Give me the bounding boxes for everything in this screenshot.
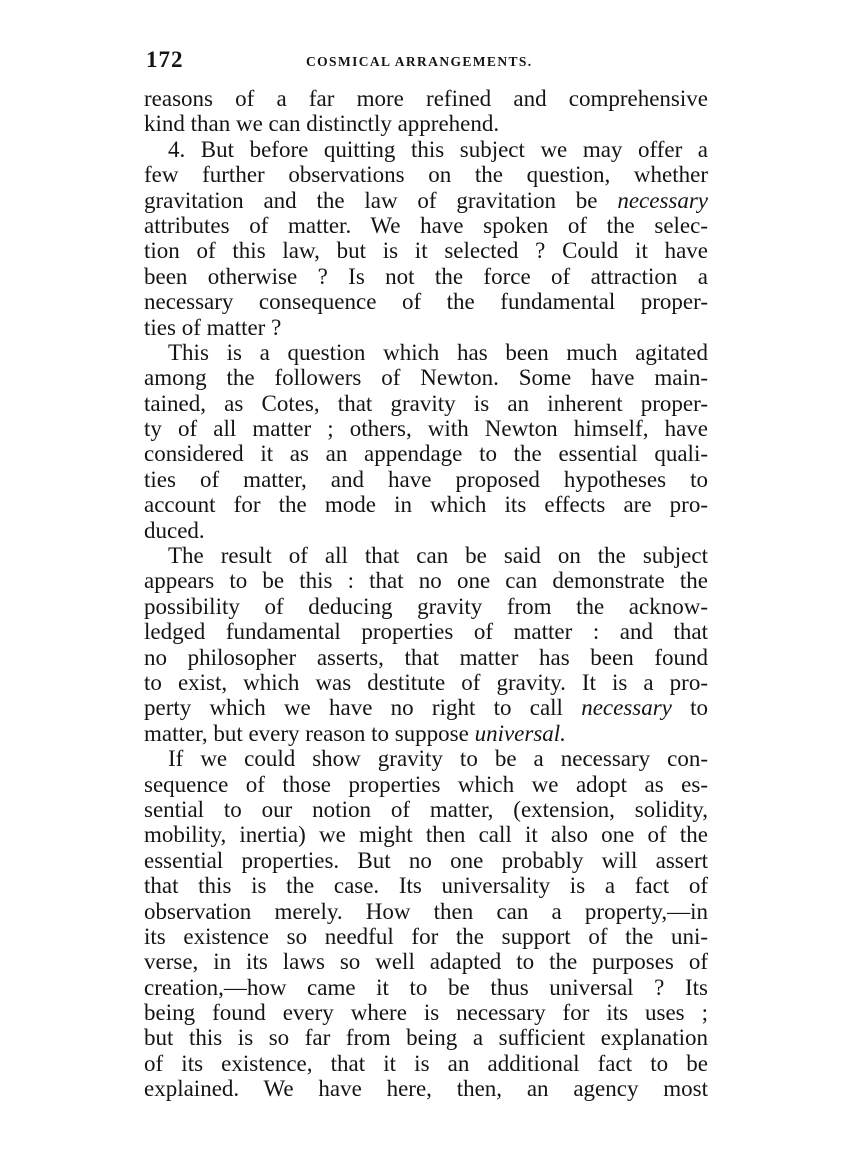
- text-line: [144, 975, 708, 1000]
- line-text: tion of this law, but is it selected ? Could it have: [144, 238, 708, 264]
- text-line: [144, 213, 708, 238]
- text-line: [144, 1025, 708, 1050]
- text-line: [144, 543, 708, 568]
- text-line: [144, 315, 708, 340]
- line-text: to: [671, 695, 709, 721]
- text-line: [144, 619, 708, 644]
- text-line: [144, 1051, 708, 1076]
- text-line: [144, 594, 708, 619]
- emphasized-word: universal.: [474, 720, 566, 746]
- text-line: [144, 340, 708, 365]
- text-line: [144, 873, 708, 898]
- text-line: [144, 289, 708, 314]
- text-line: [144, 467, 708, 492]
- line-text: appears to be this : that no one can demonstrate the: [144, 568, 708, 594]
- text-line: [144, 1076, 708, 1101]
- line-text: gravitation and the law of gravitation be: [144, 187, 618, 213]
- line-text: reasons of a far more refined and comprehensive: [144, 86, 708, 111]
- line-text: The result of all that can be said on the subject: [168, 543, 708, 569]
- line-text: been otherwise ? Is not the force of attraction a: [144, 263, 708, 289]
- line-text: account for the mode in which its effects are pro-: [144, 492, 708, 518]
- text-line: [144, 772, 708, 797]
- text-line: [144, 391, 708, 416]
- line-text: its existence so needful for the support of the uni-: [144, 923, 708, 949]
- text-line: [144, 899, 708, 924]
- text-line: [144, 111, 708, 136]
- line-text: duced.: [144, 517, 205, 543]
- line-text: but this is so far from being a sufficient explanation: [144, 1025, 708, 1051]
- text-line: [144, 949, 708, 974]
- line-text: few further observations on the question, whether: [144, 162, 708, 188]
- line-text: among the followers of Newton. Some have main-: [144, 365, 708, 391]
- line-text: kind than we can distinctly apprehend.: [144, 111, 500, 137]
- text-line: [144, 492, 708, 517]
- page-number: 172: [146, 47, 184, 72]
- text-line: [144, 86, 708, 111]
- line-text: mobility, inertia) we might then call it also one of the: [144, 822, 708, 848]
- line-text: ties of matter ?: [144, 314, 282, 340]
- text-line: [144, 924, 708, 949]
- line-text: attributes of matter. We have spoken of the selec-: [144, 212, 708, 238]
- line-text: perty which we have no right to call: [144, 695, 582, 721]
- text-line: [144, 264, 708, 289]
- line-text: ledged fundamental properties of matter : and that: [144, 619, 708, 645]
- text-line: [144, 848, 708, 873]
- text-line: [144, 162, 708, 187]
- line-text: considered it as an appendage to the essential quali-: [144, 441, 708, 467]
- line-text: that this is the case. Its universality is a fact of: [144, 873, 708, 899]
- text-line: [144, 137, 708, 162]
- running-head: COSMICAL ARRANGEMENTS.: [306, 54, 533, 69]
- text-line: [144, 568, 708, 593]
- line-text: If we could show gravity to be a necessary con-: [168, 746, 708, 772]
- body-text: [144, 86, 708, 1102]
- emphasized-word: necessary: [617, 187, 708, 213]
- line-text: sential to our notion of matter, (extension, solidity,: [144, 796, 708, 822]
- text-line: [144, 670, 708, 695]
- text-line: [144, 822, 708, 847]
- text-line: [144, 416, 708, 441]
- line-text: necessary consequence of the fundamental proper-: [144, 289, 708, 315]
- line-text: This is a question which has been much agitated: [168, 339, 708, 365]
- line-text: 4. But before quitting this subject we may offer a: [168, 136, 708, 162]
- line-text: creation,—how came it to be thus universal ? Its: [144, 974, 708, 1000]
- line-text: matter, but every reason to suppose: [144, 720, 475, 746]
- line-text: observation merely. How then can a property,—in: [144, 898, 708, 924]
- text-line: [144, 441, 708, 466]
- page-header: [146, 44, 708, 76]
- line-text: tained, as Cotes, that gravity is an inherent proper-: [144, 390, 708, 416]
- text-line: [144, 1000, 708, 1025]
- text-line: [144, 188, 708, 213]
- line-text: sequence of those properties which we adopt as es-: [144, 771, 708, 797]
- line-text: being found every where is necessary for its uses ;: [144, 1000, 708, 1026]
- text-line: [144, 518, 708, 543]
- text-line: [144, 746, 708, 771]
- text-line: [144, 365, 708, 390]
- line-text: to exist, which was destitute of gravity. It is a pro-: [144, 669, 708, 695]
- line-text: ties of matter, and have proposed hypotheses to: [144, 466, 708, 492]
- text-line: [144, 238, 708, 263]
- text-line: [144, 797, 708, 822]
- text-line: [144, 721, 708, 746]
- line-text: no philosopher asserts, that matter has been found: [144, 644, 708, 670]
- line-text: ty of all matter ; others, with Newton himself, have: [144, 416, 708, 442]
- line-text: verse, in its laws so well adapted to the purposes of: [144, 949, 708, 975]
- emphasized-word: necessary: [581, 695, 672, 721]
- line-text: possibility of deducing gravity from the acknow-: [144, 593, 708, 619]
- line-text: explained. We have here, then, an agency most: [144, 1076, 708, 1102]
- line-text: essential properties. But no one probably will assert: [144, 847, 708, 873]
- text-line: [144, 695, 708, 720]
- line-text: of its existence, that it is an additional fact to be: [144, 1050, 708, 1076]
- text-line: [144, 645, 708, 670]
